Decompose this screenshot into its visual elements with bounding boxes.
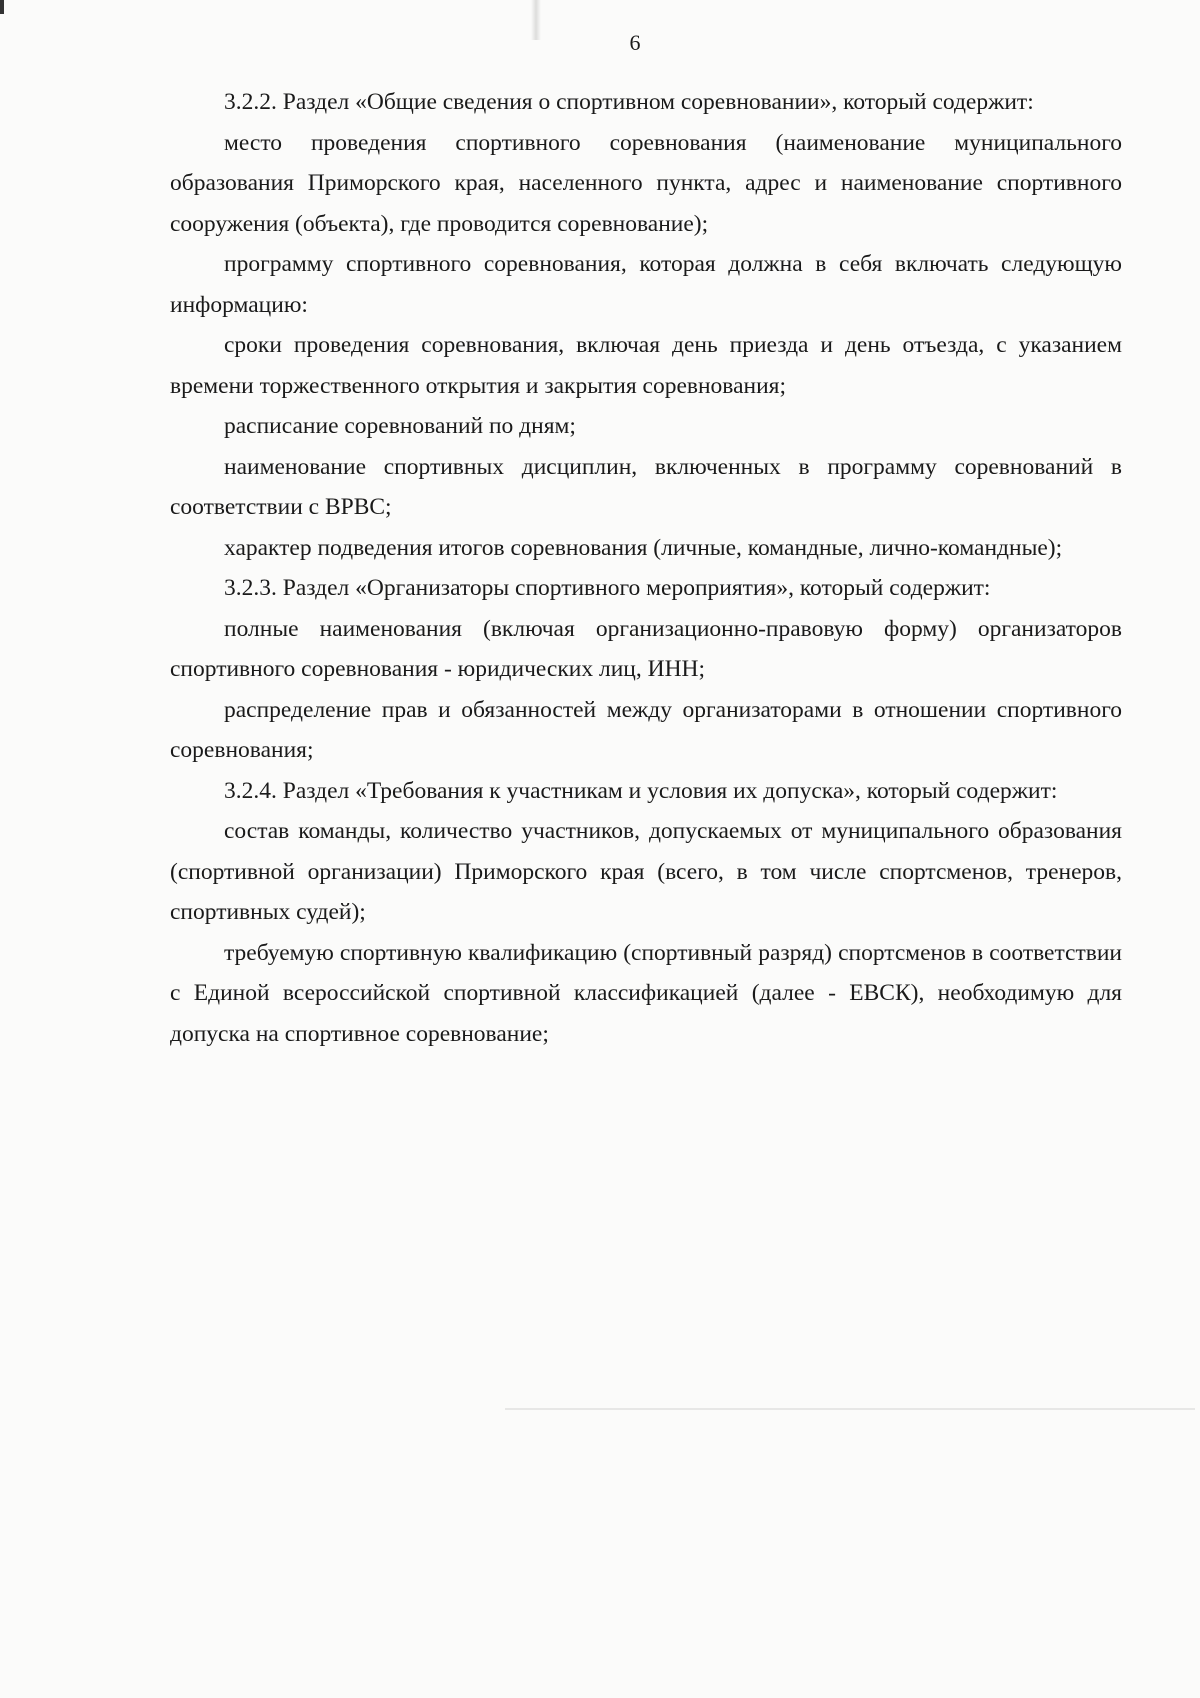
paragraph-disciplines: наименование спортивных дисциплин, включенных в программу соревнований в соответствии с ВРВС;: [170, 453, 1122, 520]
paragraph-results: характер подведения итогов соревнования (личные, командные, лично-командные);: [224, 534, 1063, 561]
scan-fold-line: [505, 1408, 1195, 1410]
paragraph-program: программу спортивного соревнования, которая должна в себя включать следующую информацию:: [170, 251, 1122, 318]
paragraph-schedule: расписание соревнований по дням;: [224, 413, 576, 439]
paragraph-venue: место проведения спортивного соревнования (наименование муниципального образования Приморского края, населенного пункта, адрес и наименование спортивного сооружения (объекта), где проводится соревнование);: [170, 129, 1122, 237]
paragraph-rights-distribution: распределение прав и обязанностей между организаторами в отношении спортивного соревнования;: [170, 696, 1122, 763]
paragraph-section-3-2-2: 3.2.2. Раздел «Общие сведения о спортивном соревновании», который содержит:: [224, 89, 1034, 115]
paragraph-qualification: требуемую спортивную квалификацию (спортивный разряд) спортсменов в соответствии с Единой всероссийской спортивной классификацией (далее - ЕВСК), необходимую для допуска на спортивное соревнование;: [170, 939, 1122, 1047]
paragraph-dates: сроки проведения соревнования, включая день приезда и день отъезда, с указанием времени торжественного открытия и закрытия соревнования;: [170, 332, 1122, 399]
page-number: 6: [629, 30, 641, 55]
paragraph-team-composition: состав команды, количество участников, допускаемых от муниципального образования (спортивной организации) Приморского края (всего, в том числе спортсменов, тренеров, спортивных судей);: [170, 818, 1122, 925]
scan-corner-mark: [0, 0, 4, 14]
paragraph-section-3-2-3: 3.2.3. Раздел «Организаторы спортивного мероприятия», который содержит:: [224, 575, 991, 601]
paragraph-organizer-names: полные наименования (включая организационно-правовую форму) организаторов спортивного соревнования - юридических лиц, ИНН;: [170, 615, 1122, 682]
body-text: [170, 82, 1122, 1054]
paragraph-section-3-2-4: 3.2.4. Раздел «Требования к участникам и условия их допуска», который содержит:: [224, 777, 1058, 804]
